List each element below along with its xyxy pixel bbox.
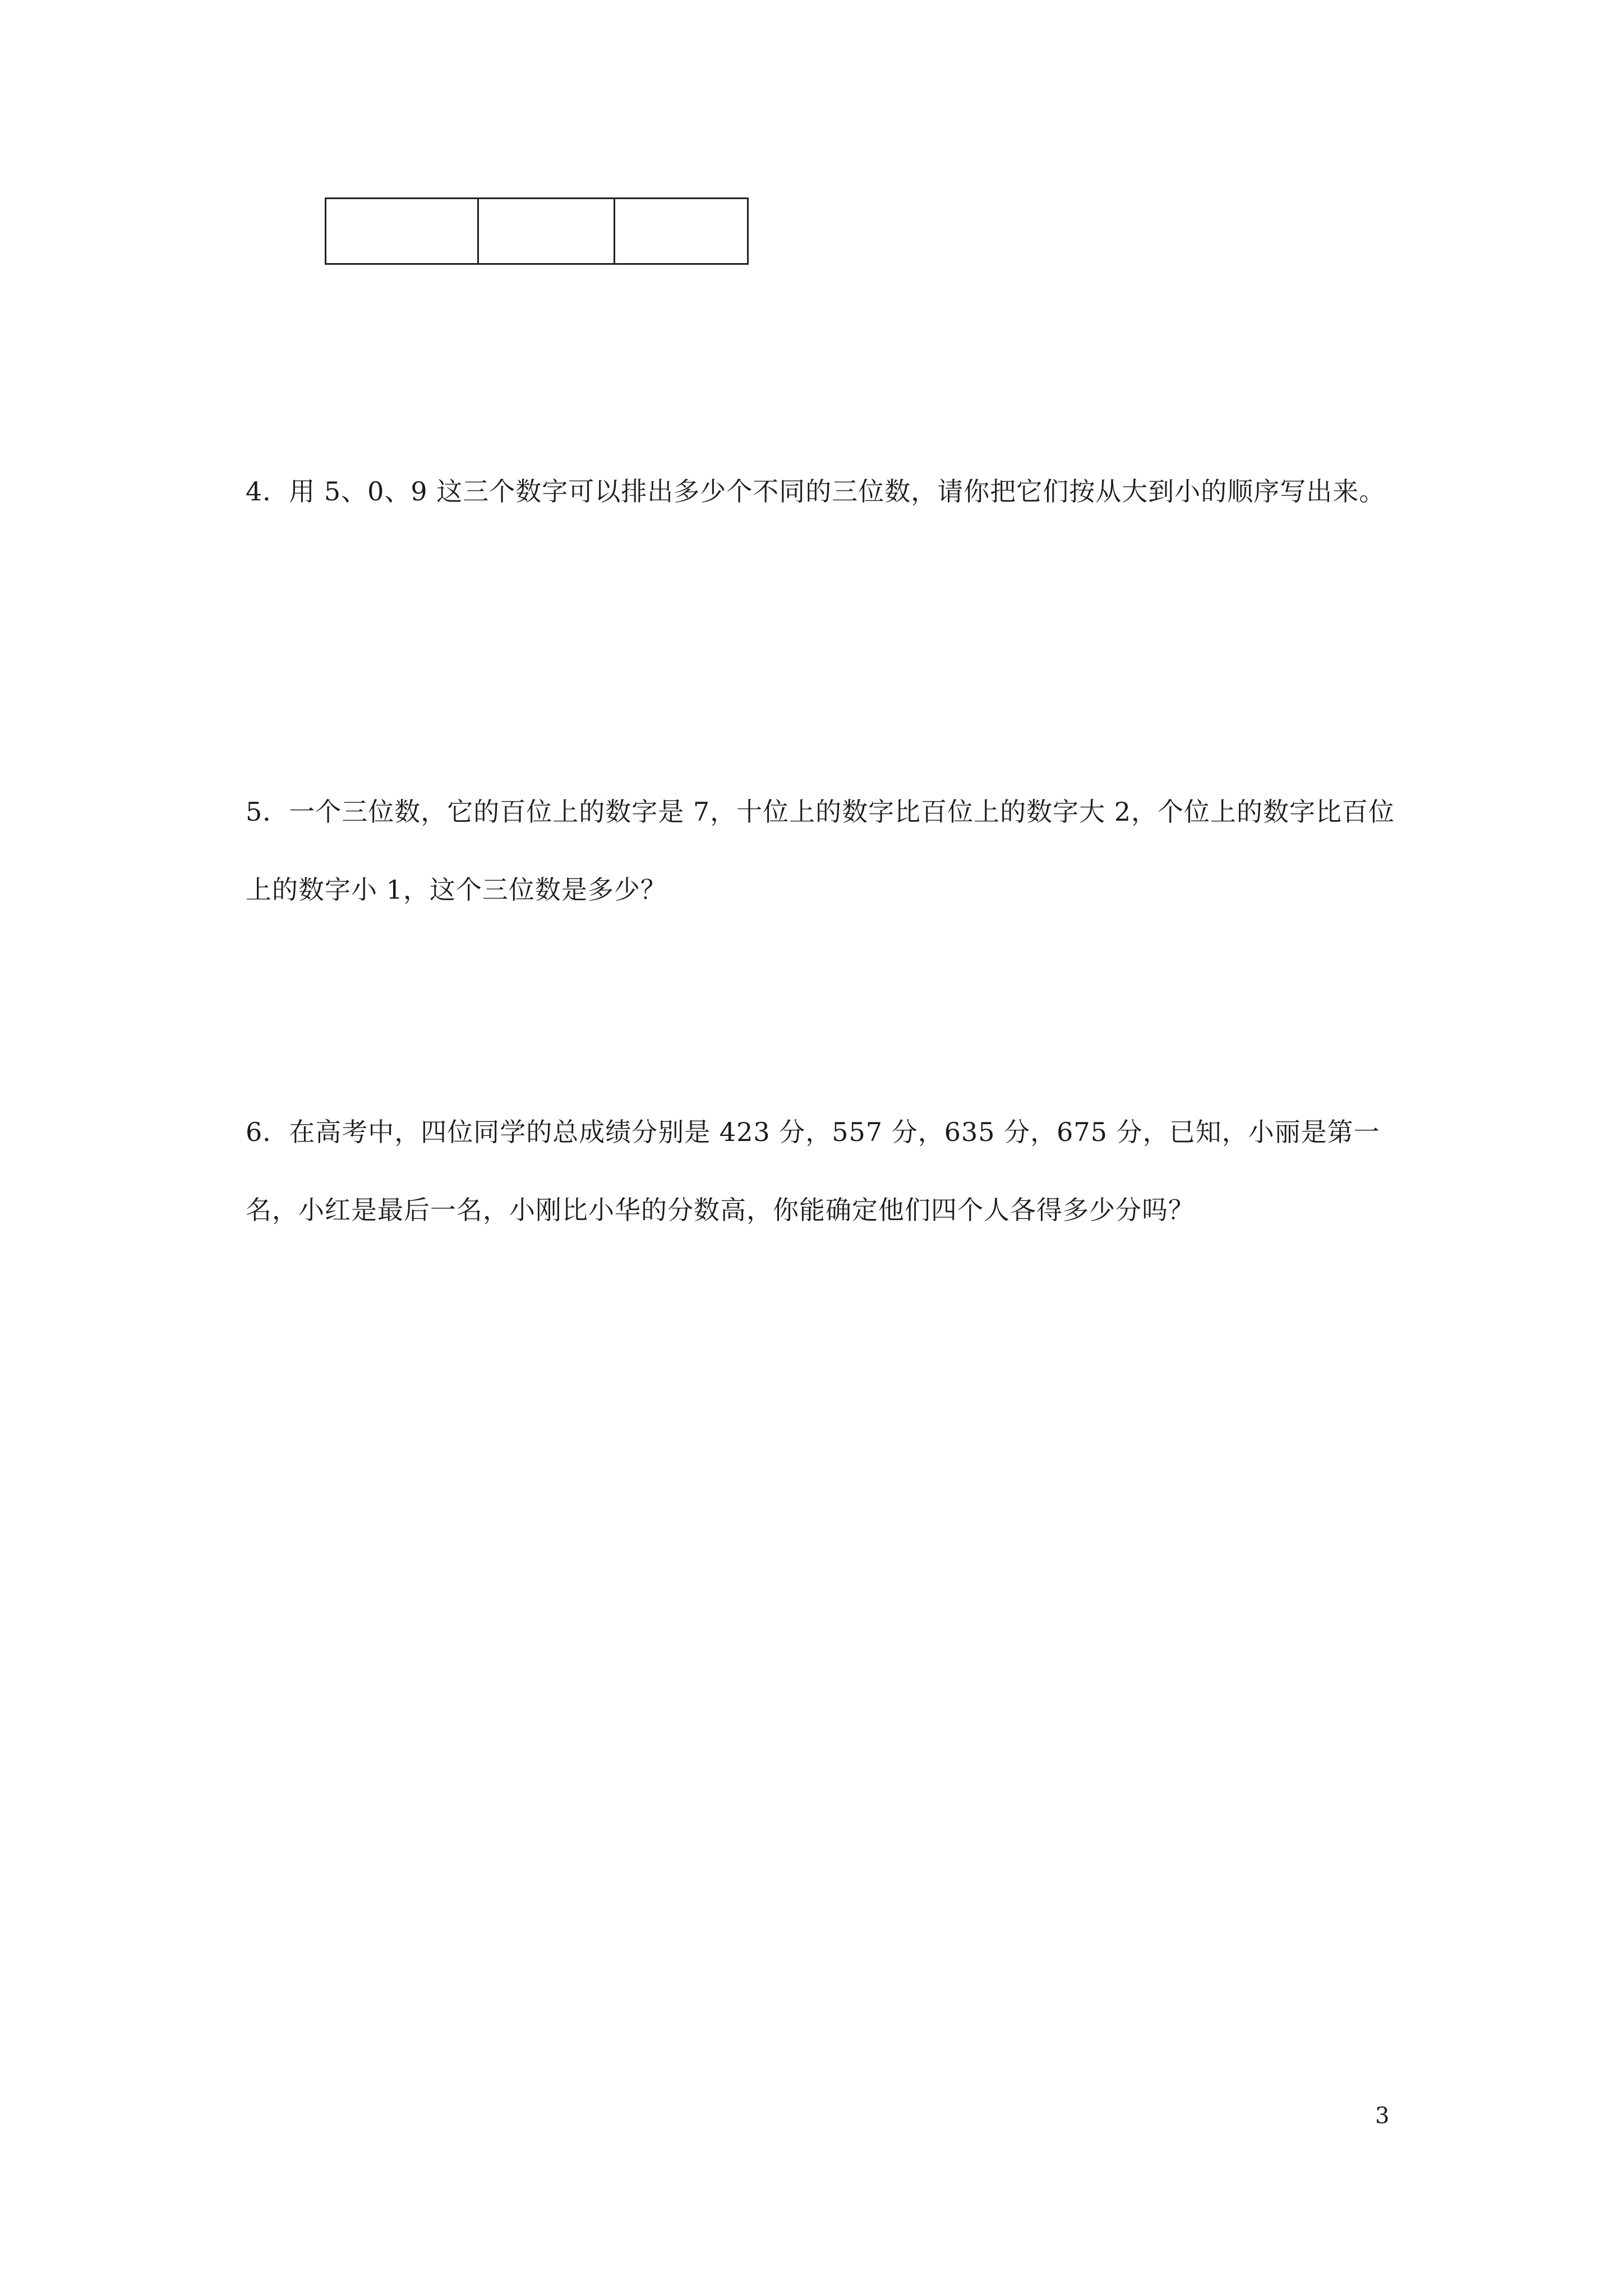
answer-box [477, 199, 614, 263]
question-5: 5．一个三位数，它的百位上的数字是 7，十位上的数字比百位上的数字大 2，个位上的数字比百位上的数字小 1，这个三位数是多少？ [246, 797, 1395, 905]
page-number: 3 [1375, 2103, 1390, 2129]
question-4: 4．用 5、0、9 这三个数字可以排出多少个不同的三位数，请你把它们按从大到小的顺序写出来。 [246, 476, 1386, 507]
answer-box [326, 199, 477, 263]
question-6: 6．在高考中，四位同学的总成绩分别是 423 分，557 分，635 分，675 分，已知，小丽是第一名，小红是最后一名，小刚比小华的分数高，你能确定他们四个人各得多少分吗？ [246, 1117, 1380, 1225]
answer-boxes [325, 197, 749, 265]
answer-box [614, 199, 747, 263]
